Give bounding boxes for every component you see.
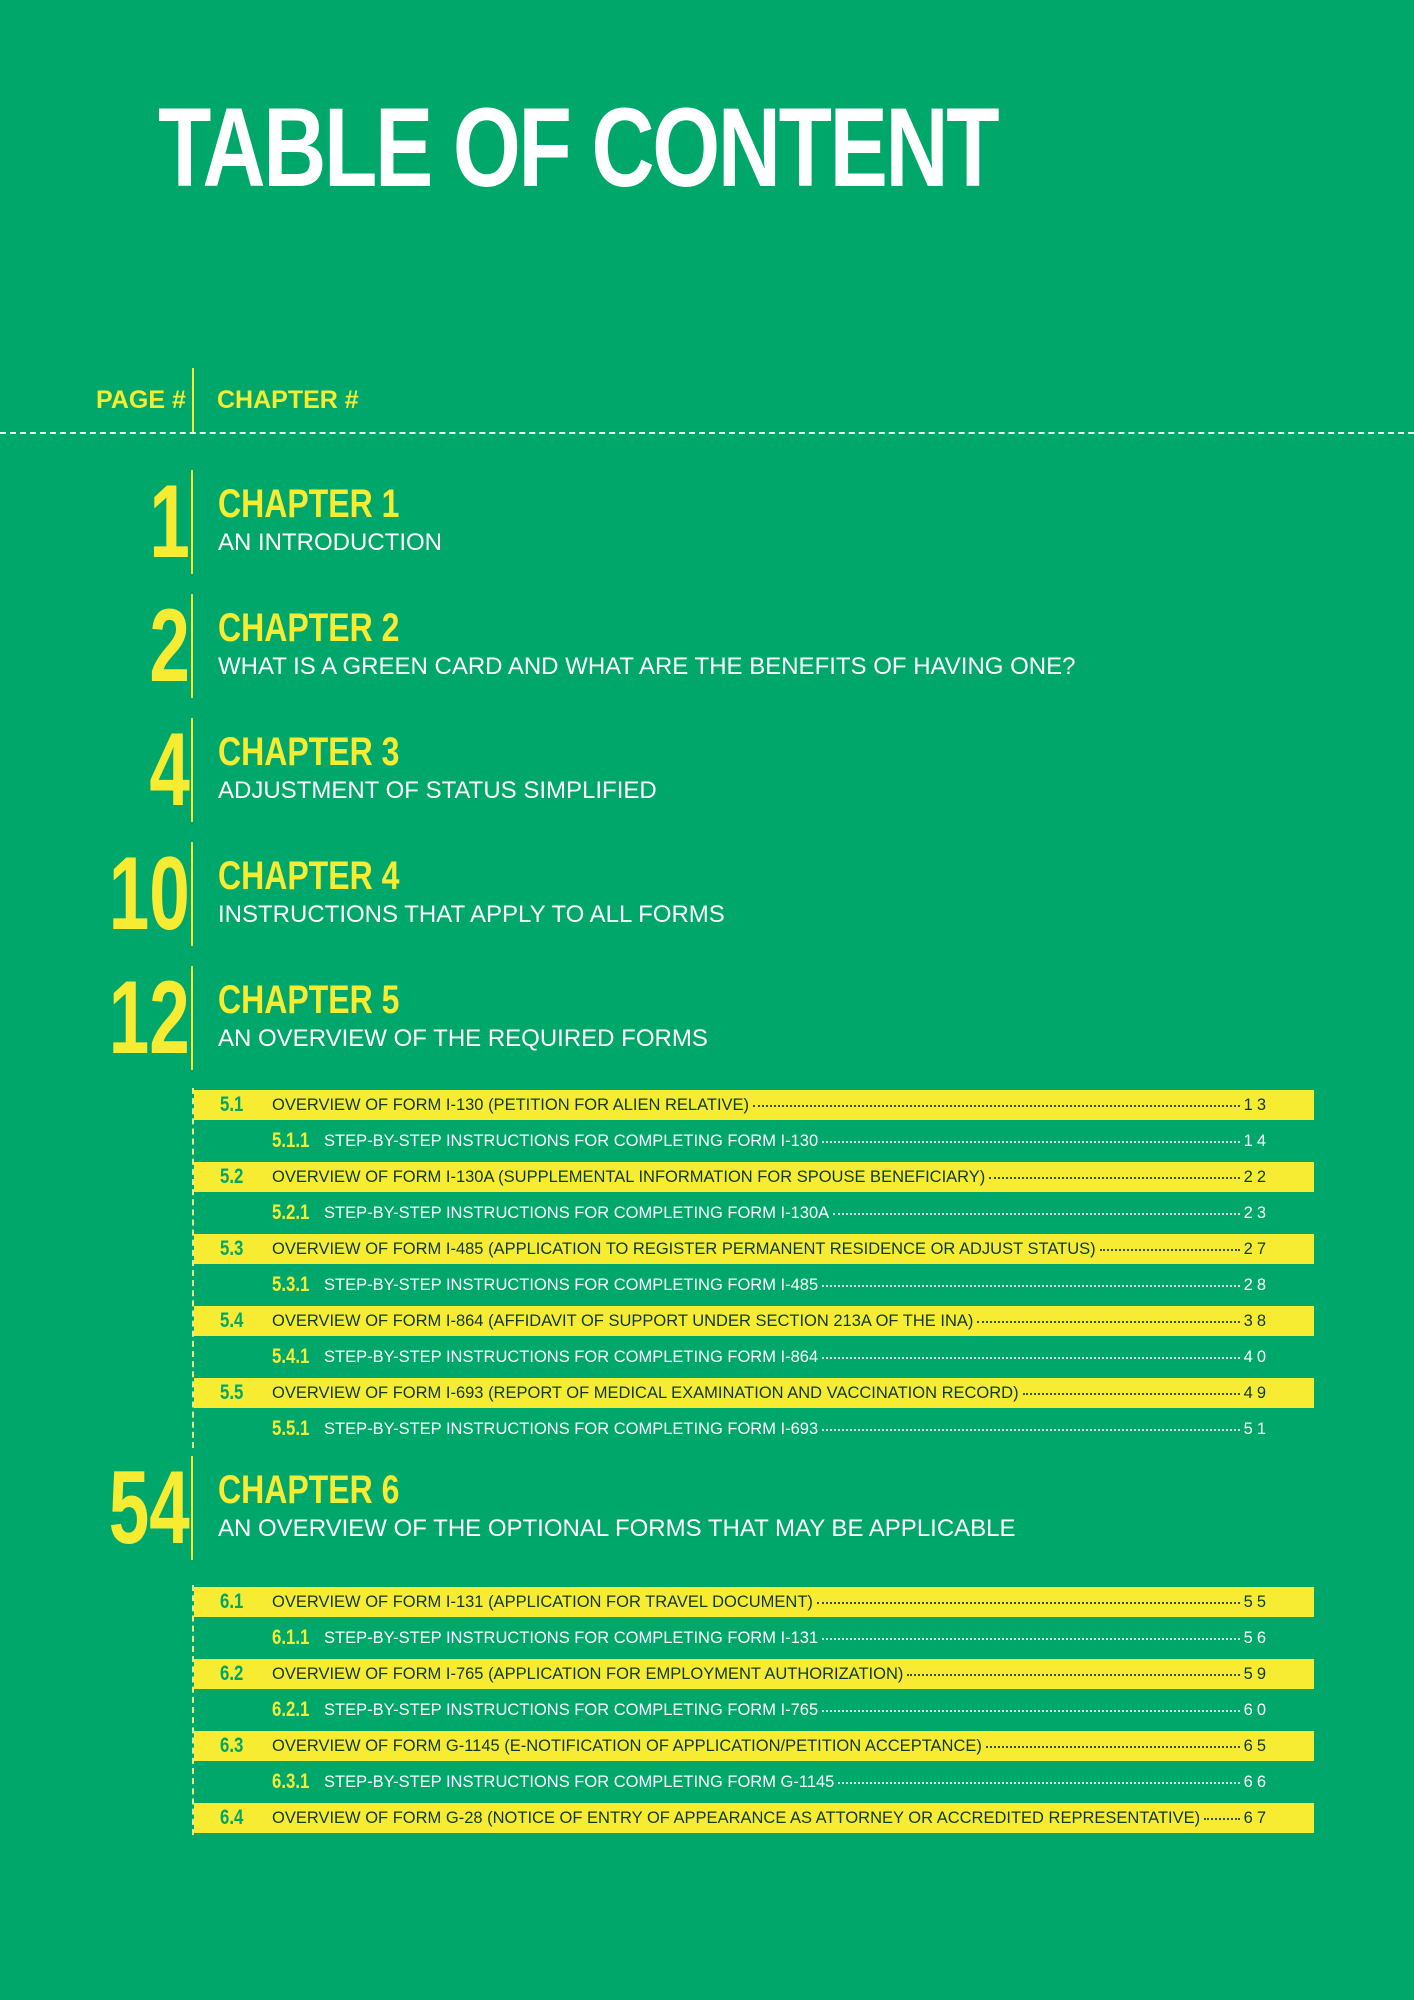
chapter-title: CHAPTER 4 [218, 854, 400, 898]
dot-leader [822, 1429, 1239, 1431]
entry-number: 6.4 [220, 1806, 244, 1829]
chapter-item-4[interactable] [0, 836, 1414, 952]
dot-leader [753, 1105, 1240, 1107]
entry-label: STEP-BY-STEP INSTRUCTIONS FOR COMPLETING FORM I-765 [324, 1700, 819, 1719]
chapter-subtitle: ADJUSTMENT OF STATUS SIMPLIFIED [218, 777, 657, 804]
entry-number: 5.2.1 [272, 1201, 310, 1224]
entry-line [324, 1348, 1270, 1367]
dot-leader [977, 1321, 1239, 1323]
toc-entry[interactable] [194, 1234, 1314, 1264]
toc-entry[interactable] [194, 1266, 1314, 1304]
entry-line [324, 1204, 1270, 1223]
chapter-subtitle: AN OVERVIEW OF THE REQUIRED FORMS [218, 1025, 708, 1052]
page-column-header: PAGE # [96, 386, 186, 414]
entry-number: 5.3.1 [272, 1273, 310, 1296]
toc-entry[interactable] [194, 1162, 1314, 1192]
entry-page-number: 49 [1243, 1383, 1270, 1402]
entry-line [324, 1629, 1270, 1648]
entry-line [324, 1420, 1270, 1439]
chapter-page-number: 1 [149, 464, 190, 580]
toc-entry[interactable] [194, 1763, 1314, 1801]
toc-entry[interactable] [194, 1587, 1314, 1617]
chapter-item-2[interactable] [0, 588, 1414, 704]
chapter-title: CHAPTER 5 [218, 978, 400, 1022]
entry-page-number: 55 [1243, 1592, 1270, 1611]
entry-label: OVERVIEW OF FORM G-1145 (E-NOTIFICATION OF APPLICATION/PETITION ACCEPTANCE) [272, 1736, 982, 1755]
toc-entry[interactable] [194, 1378, 1314, 1408]
entry-label: STEP-BY-STEP INSTRUCTIONS FOR COMPLETING FORM I-864 [324, 1347, 819, 1366]
toc-entry[interactable] [194, 1410, 1314, 1448]
entry-page-number: 22 [1243, 1167, 1270, 1186]
entry-number: 5.4.1 [272, 1345, 310, 1368]
entry-line [272, 1096, 1270, 1115]
dot-leader [907, 1674, 1239, 1676]
chapter-title: CHAPTER 6 [218, 1468, 400, 1512]
entry-page-number: 28 [1243, 1275, 1270, 1294]
entry-line [324, 1773, 1270, 1792]
chapter-subtitle: AN OVERVIEW OF THE OPTIONAL FORMS THAT MAY BE APPLICABLE [218, 1515, 1016, 1542]
entry-number: 5.1.1 [272, 1129, 310, 1152]
entry-page-number: 38 [1243, 1311, 1270, 1330]
chapter-title: CHAPTER 3 [218, 730, 400, 774]
dot-leader [1100, 1249, 1240, 1251]
chapter-item-6[interactable] [0, 1450, 1414, 1566]
entry-line [324, 1132, 1270, 1151]
chapter-divider [191, 718, 193, 822]
entry-number: 6.1 [220, 1590, 244, 1613]
entry-line [272, 1312, 1270, 1331]
entry-page-number: 66 [1243, 1772, 1270, 1791]
header-divider [192, 368, 194, 432]
toc-entry[interactable] [194, 1090, 1314, 1120]
entry-number: 5.1 [220, 1093, 244, 1116]
dot-leader [822, 1285, 1239, 1287]
entry-label: OVERVIEW OF FORM I-130A (SUPPLEMENTAL INFORMATION FOR SPOUSE BENEFICIARY) [272, 1167, 986, 1186]
entry-label: STEP-BY-STEP INSTRUCTIONS FOR COMPLETING FORM G-1145 [324, 1772, 835, 1791]
chapter-title: CHAPTER 1 [218, 482, 400, 526]
dot-leader [1204, 1818, 1240, 1820]
chapter-divider [191, 966, 193, 1070]
toc-entry[interactable] [194, 1731, 1314, 1761]
entry-label: OVERVIEW OF FORM I-765 (APPLICATION FOR EMPLOYMENT AUTHORIZATION) [272, 1664, 904, 1683]
entry-page-number: 56 [1243, 1628, 1270, 1647]
page-title: TABLE OF CONTENT [158, 85, 998, 210]
entry-number: 6.2.1 [272, 1698, 310, 1721]
chapter-page-number: 54 [109, 1450, 190, 1566]
chapter-page-number: 10 [109, 836, 190, 952]
chapter-divider [191, 470, 193, 574]
entry-number: 6.1.1 [272, 1626, 310, 1649]
entry-line [272, 1384, 1270, 1403]
chapter-title: CHAPTER 2 [218, 606, 400, 650]
entry-page-number: 40 [1243, 1347, 1270, 1366]
entry-line [272, 1665, 1270, 1684]
chapter-item-1[interactable] [0, 464, 1414, 580]
entry-page-number: 60 [1243, 1700, 1270, 1719]
dot-leader [822, 1141, 1239, 1143]
dot-leader [986, 1746, 1240, 1748]
entry-line [272, 1240, 1270, 1259]
entry-page-number: 23 [1243, 1203, 1270, 1222]
toc-entry[interactable] [194, 1619, 1314, 1657]
toc-entry[interactable] [194, 1691, 1314, 1729]
toc-entry[interactable] [194, 1803, 1314, 1833]
chapter-6-subsections [192, 1585, 1312, 1835]
entry-label: STEP-BY-STEP INSTRUCTIONS FOR COMPLETING FORM I-131 [324, 1628, 819, 1647]
toc-entry[interactable] [194, 1659, 1314, 1689]
entry-label: OVERVIEW OF FORM I-130 (PETITION FOR ALIEN RELATIVE) [272, 1095, 750, 1114]
entry-label: OVERVIEW OF FORM I-131 (APPLICATION FOR TRAVEL DOCUMENT) [272, 1592, 813, 1611]
chapter-item-3[interactable] [0, 712, 1414, 828]
entry-line [272, 1593, 1270, 1612]
entry-page-number: 13 [1243, 1095, 1270, 1114]
dot-leader [822, 1638, 1239, 1640]
chapter-item-5[interactable] [0, 960, 1414, 1076]
dashed-separator [0, 432, 1414, 434]
entry-page-number: 27 [1243, 1239, 1270, 1258]
chapter-divider [191, 1456, 193, 1560]
dot-leader [822, 1710, 1239, 1712]
entry-number: 6.3.1 [272, 1770, 310, 1793]
dot-leader [989, 1177, 1239, 1179]
entry-line [324, 1701, 1270, 1720]
entry-number: 5.2 [220, 1165, 244, 1188]
toc-entry[interactable] [194, 1338, 1314, 1376]
entry-number: 5.5 [220, 1381, 244, 1404]
dot-leader [838, 1782, 1239, 1784]
dot-leader [817, 1602, 1240, 1604]
chapter-column-header: CHAPTER # [217, 386, 359, 414]
entry-line [272, 1168, 1270, 1187]
entry-label: OVERVIEW OF FORM I-864 (AFFIDAVIT OF SUPPORT UNDER SECTION 213A OF THE INA) [272, 1311, 974, 1330]
entry-page-number: 59 [1243, 1664, 1270, 1683]
entry-number: 6.2 [220, 1662, 244, 1685]
entry-line [324, 1276, 1270, 1295]
entry-number: 6.3 [220, 1734, 244, 1757]
chapter-subtitle: INSTRUCTIONS THAT APPLY TO ALL FORMS [218, 901, 725, 928]
chapter-divider [191, 842, 193, 946]
dot-leader [1023, 1393, 1240, 1395]
entry-page-number: 65 [1243, 1736, 1270, 1755]
chapter-5-subsections [192, 1088, 1312, 1448]
entry-number: 5.5.1 [272, 1417, 310, 1440]
entry-number: 5.4 [220, 1309, 244, 1332]
dot-leader [822, 1357, 1239, 1359]
chapter-subtitle: AN INTRODUCTION [218, 529, 442, 556]
toc-entry[interactable] [194, 1306, 1314, 1336]
toc-entry[interactable] [194, 1122, 1314, 1160]
entry-number: 5.3 [220, 1237, 244, 1260]
dot-leader [833, 1213, 1239, 1215]
entry-label: STEP-BY-STEP INSTRUCTIONS FOR COMPLETING FORM I-130A [324, 1203, 830, 1222]
entry-page-number: 14 [1243, 1131, 1270, 1150]
entry-label: STEP-BY-STEP INSTRUCTIONS FOR COMPLETING FORM I-693 [324, 1419, 819, 1438]
entry-label: OVERVIEW OF FORM G-28 (NOTICE OF ENTRY OF APPEARANCE AS ATTORNEY OR ACCREDITED REPRESENTATIVE) [272, 1808, 1201, 1827]
chapter-page-number: 12 [109, 960, 190, 1076]
entry-page-number: 67 [1243, 1808, 1270, 1827]
chapter-page-number: 4 [149, 712, 190, 828]
entry-page-number: 51 [1243, 1419, 1270, 1438]
toc-entry[interactable] [194, 1194, 1314, 1232]
entry-line [272, 1809, 1270, 1828]
chapter-page-number: 2 [149, 588, 190, 704]
entry-label: OVERVIEW OF FORM I-485 (APPLICATION TO REGISTER PERMANENT RESIDENCE OR ADJUST STATUS) [272, 1239, 1096, 1258]
chapter-divider [191, 594, 193, 698]
entry-label: OVERVIEW OF FORM I-693 (REPORT OF MEDICAL EXAMINATION AND VACCINATION RECORD) [272, 1383, 1019, 1402]
entry-label: STEP-BY-STEP INSTRUCTIONS FOR COMPLETING FORM I-130 [324, 1131, 819, 1150]
entry-line [272, 1737, 1270, 1756]
entry-label: STEP-BY-STEP INSTRUCTIONS FOR COMPLETING FORM I-485 [324, 1275, 819, 1294]
chapter-subtitle: WHAT IS A GREEN CARD AND WHAT ARE THE BENEFITS OF HAVING ONE? [218, 653, 1076, 680]
